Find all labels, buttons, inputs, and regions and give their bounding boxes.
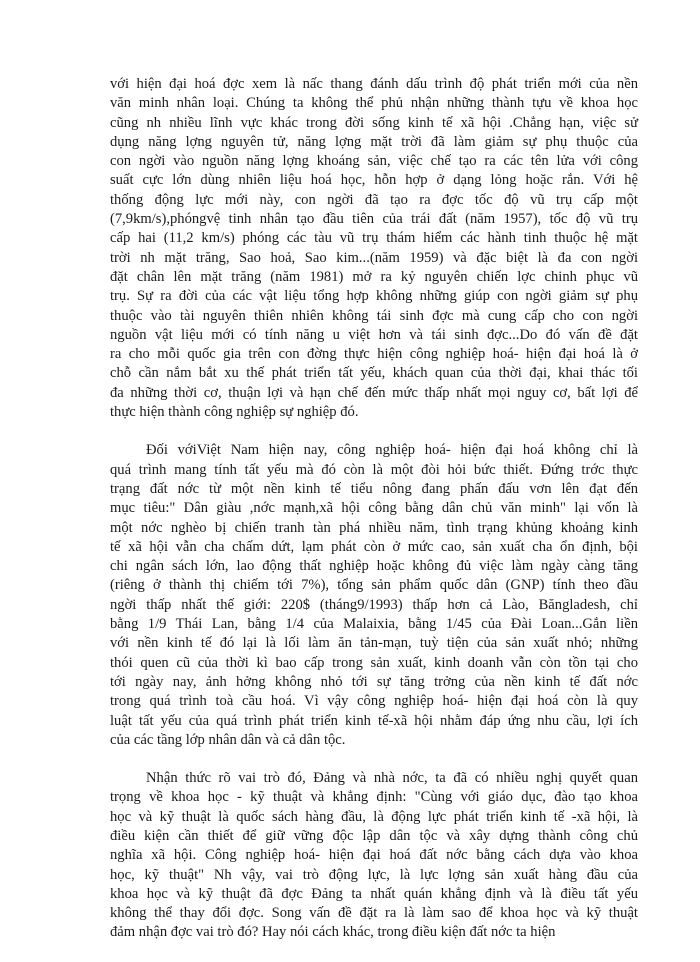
- paragraph: [110, 769, 638, 943]
- text-line: suất cực lớn dùng nhiên liệu hoá học, hỗn hợp ở dạng lỏng hoặc rắn. Với hệ: [110, 172, 638, 189]
- text-line: (7,9km/s),phóngvệ tinh nhân tạo đầu tiên của trái đất (năm 1957), tốc độ vũ trụ: [110, 211, 638, 228]
- paragraph: [110, 75, 638, 422]
- text-line: tế xã hội vẫn cha chấm dứt, lạm phát còn ở mức cao, sản xuất cha ổn định, bội: [110, 538, 638, 555]
- text-line: với nền kinh tế đó lại là lối làm ăn tản-mạn, tuỳ tiện của sản xuất nhỏ; những: [110, 635, 638, 652]
- text-line: trụ. Sự ra đời của các vật liệu tổng hợp không những giúp con ngời giảm sự phụ: [110, 288, 638, 305]
- text-line: không thể thay đổi đợc. Song vấn đề đặt ra là làm sao để khoa học và kỹ thuật: [110, 905, 638, 922]
- text-line: một nớc nghèo bị chiến tranh tàn phá nhiều năm, tình trạng khủng khoảng kinh: [110, 519, 638, 536]
- text-line: trời nh mặt trăng, Sao hoả, Sao kim...(năm 1959) và đặc biệt là đa con ngời: [110, 249, 638, 266]
- text-line: chi ngân sách lớn, lao động thất nghiệp hoặc không đủ việc làm ngày càng tăng: [110, 558, 638, 575]
- text-line: học và kỹ thuật là quốc sách hàng đầu, là động lực phát triển kinh tế -xã hội, là: [110, 808, 638, 825]
- text-line: luật tất yếu của quá trình phát triển kinh tế-xã hội nhằm đáp ứng nhu cầu, lợi ích: [110, 712, 638, 729]
- text-line: điều kiện cần thiết để giữ vững độc lập dân tộc và xây dựng thành công chủ: [110, 827, 638, 844]
- text-line: nghĩa xã hội. Công nghiệp hoá- hiện đại hoá đất nớc bằng cách dựa vào khoa: [110, 847, 638, 864]
- text-line: đặt chân lên mặt trăng (năm 1981) mở ra kỷ nguyên chiến lợc chinh phục vũ: [110, 268, 638, 285]
- text-line: mục tiêu:" Dân giàu ,nớc mạnh,xã hội công bằng dân chủ văn minh" lại vốn là: [110, 500, 638, 517]
- text-line: nguồn vật liệu mới có tính năng u việt hơn và tái sinh đợc...Do đó vấn đề đặt: [110, 326, 638, 343]
- text-line: thói quen cũ của thời kì bao cấp trong sản xuất, kinh doanh vẫn còn tồn tại cho: [110, 654, 638, 671]
- text-line: dụng năng lợng nguyên tử, năng lợng mặt trời đã làm giảm sự phụ thuộc của: [110, 133, 638, 150]
- text-line: tới ngày nay, ảnh hởng không nhỏ tới sự tăng trởng của nền kinh tế đất nớc: [110, 673, 638, 690]
- text-line: thống động lực mới này, con ngời đã tạo ra đợc tốc độ vũ trụ cấp một: [110, 191, 638, 208]
- text-line: học, kỹ thuật" Nh vậy, vai trò động lực, là lực lợng sản xuất hàng đầu của: [110, 866, 638, 883]
- text-line: trọng về khoa học - kỹ thuật và khẳng định: "Cùng với giáo dục, đào tạo khoa: [110, 789, 638, 806]
- text-line: con ngời vào nguồn năng lợng khoáng sản, việc chế tạo ra các tên lửa với công: [110, 153, 638, 170]
- text-line: ngời thấp nhất thế giới: 220$ (tháng9/1993) thấp hơn cả Lào, Băngladesh, chỉ: [110, 596, 638, 613]
- text-line: cũng nh nhiều lĩnh vực khác trong đời sống kinh tế xã hội .Chẳng hạn, việc sử: [110, 114, 638, 131]
- text-line: trạng đất nớc từ một nền kinh tế tiểu nông đang phấn đấu vơn lên đạt đến: [110, 480, 638, 497]
- text-line: bằng 1/9 Thái Lan, bằng 1/4 của Malaixia, bằng 1/45 của Đài Loan...Gắn liền: [110, 616, 638, 633]
- text-line: khoa học và kỹ thuật đã đợc Đảng ta nhất quán khẳng định và là điều tất yếu: [110, 885, 638, 902]
- text-line: thuộc vào tài nguyên thiên nhiên không tái sinh đợc mà cung cấp cho con ngời: [110, 307, 638, 324]
- text-line: thực hiện thành công nghiệp sự nghiệp đó.: [110, 404, 359, 421]
- text-line: văn minh nhân loại. Chúng ta không thể phủ nhận những thành tựu về khoa học: [110, 95, 638, 112]
- text-line: chỗ cần nắm bắt xu thế phát triển tất yếu, khách quan của thời đại, khai thác tối: [110, 365, 638, 382]
- text-line: Đối vớiViệt Nam hiện nay, công nghiệp hoá- hiện đại hoá không chỉ là: [146, 442, 638, 459]
- text-line: quá trình mang tính tất yếu mà đó còn là một đòi hỏi bức thiết. Đứng trớc thực: [110, 461, 638, 478]
- text-line: (riêng ở thành thị chiếm tới 7%), tổng sản phẩm quốc dân (GNP) tính theo đầu: [110, 577, 638, 594]
- text-line: đa những thời cơ, thuận lợi và hạn chế đến mức thấp nhất mọi nguy cơ, bất lợi để: [110, 384, 638, 401]
- text-line: với hiện đại hoá đợc xem là nấc thang đánh dấu trình độ phát triển mới của nền: [110, 76, 638, 92]
- text-line: Nhận thức rõ vai trò đó, Đảng và nhà nớc, ta đã có nhiều nghị quyết quan: [146, 770, 638, 787]
- text-line: cấp hai (11,2 km/s) phóng các tàu vũ trụ thám hiểm các hành tinh thuộc hệ mặt: [110, 230, 638, 247]
- paragraph: [110, 441, 638, 750]
- text-line: trong quá trình toà cầu hoá. Vì vậy công nghiệp hoá- hiện đại hoá còn là quy: [110, 693, 638, 710]
- document-page: [110, 75, 638, 962]
- text-line: ra cho mỗi quốc gia trên con đờng thực hiện công nghiệp hoá- hiện đại hoá là ở: [110, 346, 638, 363]
- text-line: của các tầng lớp nhân dân và cả dân tộc.: [110, 731, 346, 748]
- text-line: đảm nhận đợc vai trò đó? Hay nói cách khác, trong điều kiện đất nớc ta hiện: [110, 924, 556, 941]
